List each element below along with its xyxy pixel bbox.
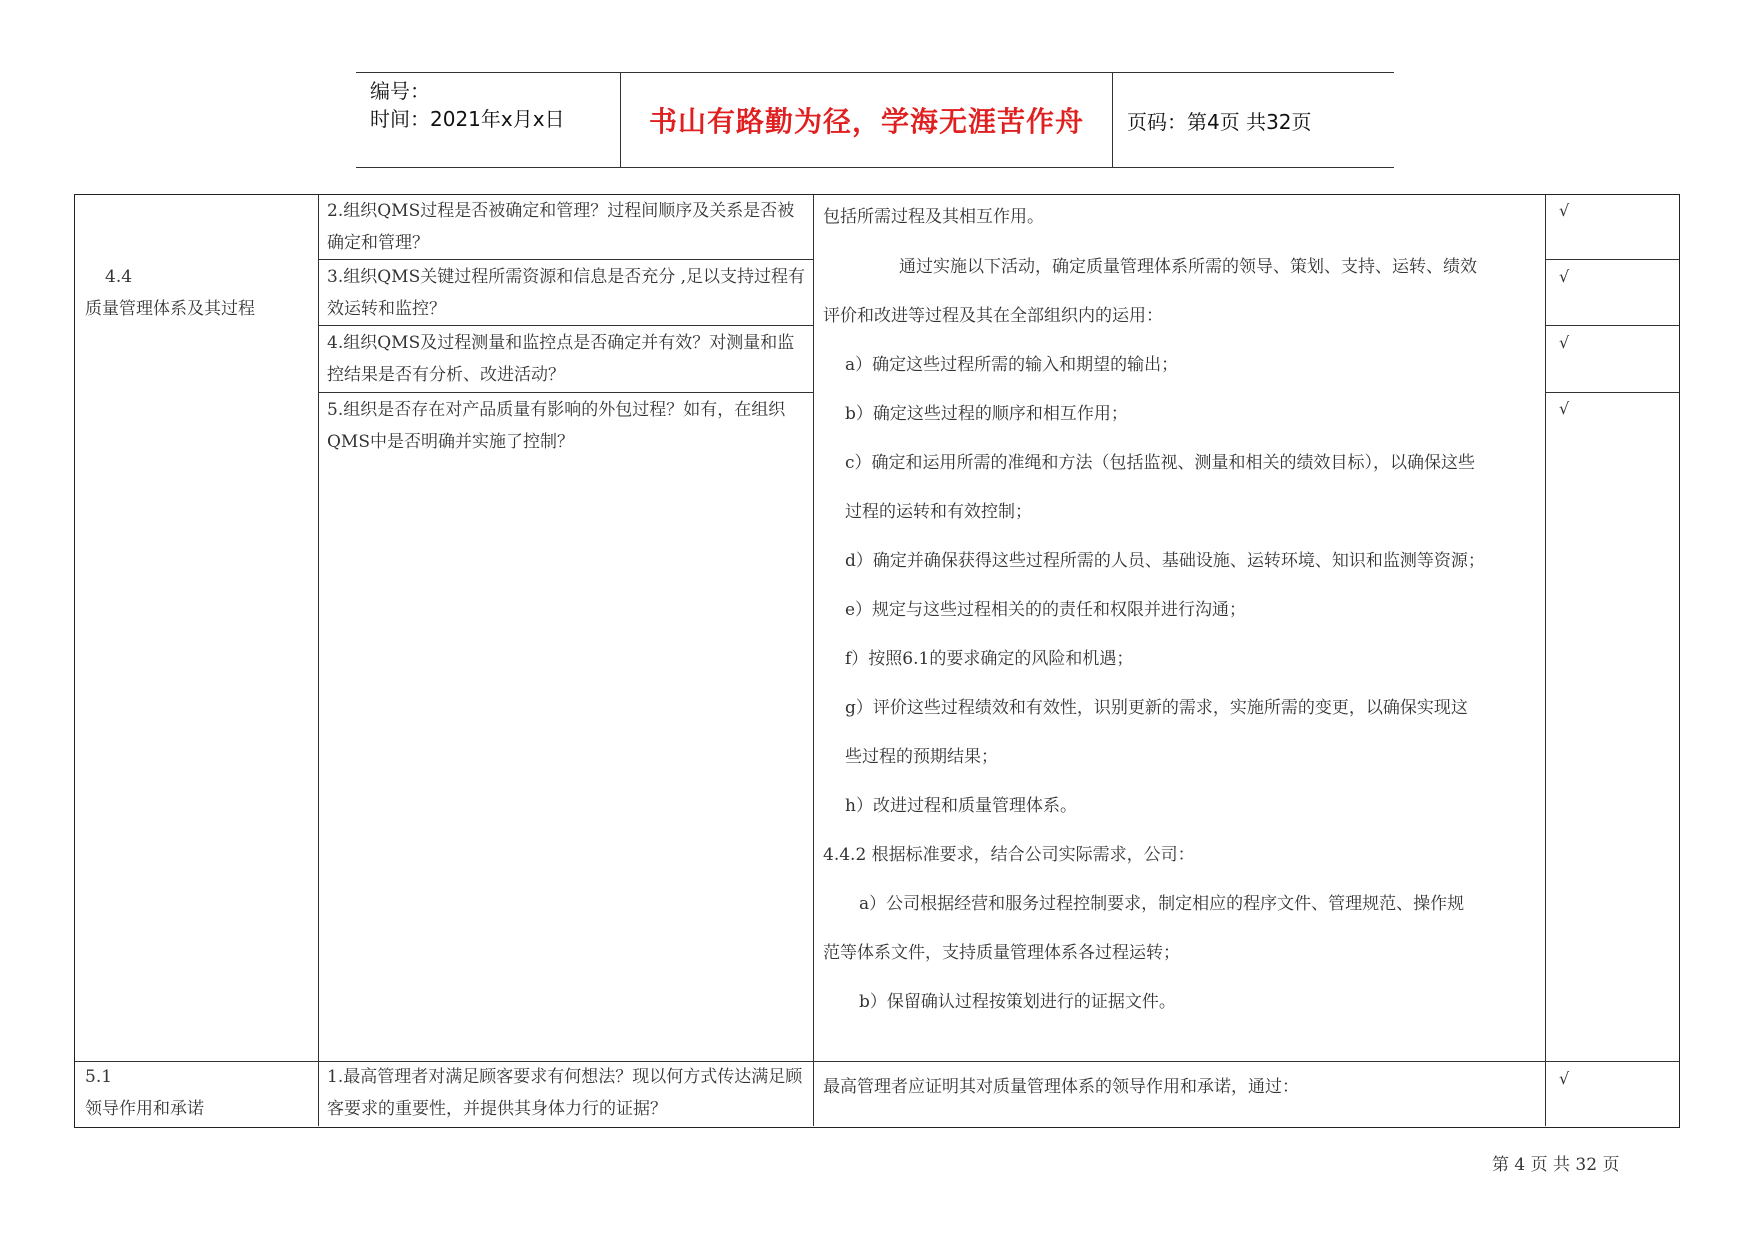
requirement-line: 评价和改进等过程及其在全部组织内的运用：	[823, 306, 1163, 326]
audit-table	[74, 194, 1680, 1128]
clause-title: 领导作用和承诺	[85, 1099, 204, 1119]
audit-question: 4.组织QMS及过程测量和监控点是否确定并有效？对测量和监控结果是否有分析、改进活动？	[327, 333, 795, 385]
requirement-line: c）确定和运用所需的准绳和方法（包括监视、测量和相关的绩效目标），以确保这些	[845, 453, 1476, 473]
check-row-divider	[1545, 325, 1679, 326]
document-time-label: 时间：2021年x月x日	[370, 107, 565, 131]
document-id-label: 编号：	[370, 79, 430, 103]
check-mark: √	[1559, 1069, 1570, 1088]
check-row-divider	[1545, 392, 1679, 393]
requirement-line: 范等体系文件，支持质量管理体系各过程运转；	[823, 943, 1180, 963]
clause-title: 质量管理体系及其过程	[85, 299, 255, 319]
requirement-line: f）按照6.1的要求确定的风险和机遇；	[845, 649, 1134, 669]
requirement-line: b）确定这些过程的顺序和相互作用；	[845, 404, 1128, 424]
requirement-line: 过程的运转和有效控制；	[845, 502, 1032, 522]
requirement-line: 4.4.2 根据标准要求，结合公司实际需求，公司：	[823, 845, 1195, 865]
check-mark: √	[1559, 267, 1570, 286]
col-divider-2	[813, 195, 814, 1126]
requirement-line: h）改进过程和质量管理体系。	[845, 796, 1077, 816]
col-divider-1	[318, 195, 319, 1126]
requirement-line: b）保留确认过程按策划进行的证据文件。	[859, 992, 1176, 1012]
audit-question: 5.组织是否存在对产品质量有影响的外包过程？如有，在组织QMS中是否明确并实施了控制？	[327, 400, 786, 452]
motto-text: 书山有路勤为径，学海无涯苦作舟	[648, 105, 1084, 138]
audit-question: 3.组织QMS关键过程所需资源和信息是否充分 ,足以支持过程有效运转和监控？	[327, 267, 806, 319]
check-mark: √	[1559, 399, 1570, 418]
document-header	[356, 72, 1394, 168]
audit-question: 2.组织QMS过程是否被确定和管理？过程间顺序及关系是否被确定和管理？	[327, 201, 795, 253]
requirement-line: a）公司根据经营和服务过程控制要求，制定相应的程序文件、管理规范、操作规	[859, 894, 1465, 914]
page-footer: 第 4 页 共 32 页	[1492, 1155, 1620, 1175]
header-page-cell	[1113, 73, 1394, 167]
page-info: 页码：第4页 共32页	[1127, 109, 1312, 134]
requirement-line: 些过程的预期结果；	[845, 747, 998, 767]
header-meta-cell	[356, 73, 621, 167]
requirement-line: d）确定并确保获得这些过程所需的人员、基础设施、运转环境、知识和监测等资源；	[845, 551, 1485, 571]
clause-code: 5.1	[85, 1067, 113, 1087]
clause-code: 4.4	[105, 267, 133, 287]
requirement-line: 最高管理者应证明其对质量管理体系的领导作用和承诺，通过：	[823, 1077, 1299, 1097]
check-mark: √	[1559, 333, 1570, 352]
check-row-divider	[1545, 259, 1679, 260]
q-row-divider	[318, 392, 813, 393]
check-mark: √	[1559, 201, 1570, 220]
header-motto-cell	[621, 73, 1113, 167]
requirement-line: g）评价这些过程绩效和有效性，识别更新的需求，实施所需的变更，以确保实现这	[845, 698, 1468, 718]
q-row-divider	[318, 259, 813, 260]
q-row-divider	[318, 325, 813, 326]
requirement-line: 通过实施以下活动，确定质量管理体系所需的领导、策划、支持、运转、绩效	[899, 257, 1477, 277]
section-row-divider	[75, 1061, 1679, 1062]
requirement-line: 包括所需过程及其相互作用。	[823, 207, 1044, 227]
audit-question: 1.最高管理者对满足顾客要求有何想法？现以何方式传达满足顾客要求的重要性，并提供其身体力行的证据？	[327, 1067, 803, 1119]
requirement-line: e）规定与这些过程相关的的责任和权限并进行沟通；	[845, 600, 1247, 620]
col-divider-3	[1545, 195, 1546, 1126]
requirement-line: a）确定这些过程所需的输入和期望的输出；	[845, 355, 1179, 375]
